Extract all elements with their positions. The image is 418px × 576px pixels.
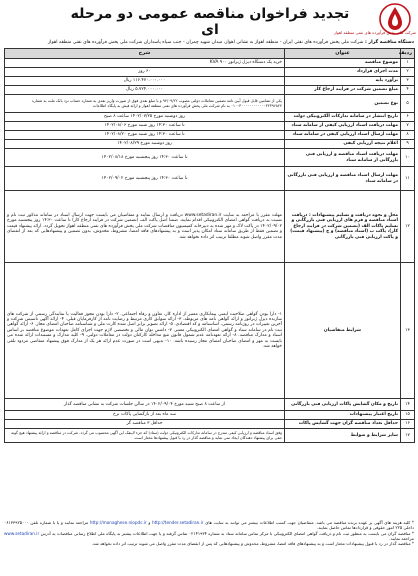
row-number: ۱۳ bbox=[401, 263, 415, 399]
header-title: عنوان bbox=[285, 49, 401, 59]
row-number: ۱ bbox=[401, 59, 415, 68]
table-row bbox=[5, 140, 415, 149]
table-row bbox=[5, 59, 415, 68]
row-description: مهلت مقرر با مراجعه به سایت www.setadiran.ir دریافت و ارسال نمایند و متقاضیان می بایست جهت ارسال اسناد در سامانه مذکور ثبت نام و نسبت به دریافت گواهی امضای الکترونیکی اقدام نمایند. ضمنا اصل پاکت الف (تضمین شرکت در فرایند ارجاع کار) تا ساعت ۱۴:۳۰ روز پنجشنبه مورخ ۱۴۰۲/۰۹/۰۲ در پاکت لاک و مهر شده به دبیرخانه کمیسیون مناقصات شرکت ملی پخش فرآورده های نفتی منطقه اهواز تحویل گردد. ارائه پیشنهاد قیمت و تضمین فقط از طریق سامانه ستاد امکان پذیر است و به پیشنهادهای فاقد امضا، مشروط، مخدوش، بدون تضمین و پیشنهادهایی که بعد از انقضای مدت مقرر واصل شوند مطلقا ترتیب اثر داده نخواهد شد. bbox=[7, 212, 282, 240]
row-title: موضوع مناقصه bbox=[285, 59, 401, 68]
table-row bbox=[5, 68, 415, 77]
row-number: ۱۵ bbox=[401, 411, 415, 420]
row-description: تا ساعت ۱۴:۳۰ روز پنجشنبه مورخ ۱۴۰۲/۰۹/۰۲ bbox=[5, 167, 285, 191]
row-number: ۱۴ bbox=[401, 399, 415, 411]
notice-footer bbox=[4, 520, 414, 574]
row-number: ۱۶ bbox=[401, 420, 415, 429]
row-title: مهلت دریافت اسناد ارزیابی کیفی از سامانه ستاد bbox=[285, 122, 401, 131]
row-title: شرایط متقاضیان bbox=[285, 263, 401, 399]
row-title: محل و نحوه دریافت و تسلیم پیشنهادات : دریافت اسناد مناقصه و فرم های ارزیابی فنی بازرگانی و تسلیم پاکات الف (تضمین شرکت در فرایند ارجاع کار)، پاکت ب (اسناد مناقصه) و ج (پیشنهاد قیمت) و پاکت ارزیابی فنی بازرگانی bbox=[285, 191, 401, 263]
row-title: نوع تضمین bbox=[285, 95, 401, 113]
table-row bbox=[5, 113, 415, 122]
row-description: یکی از تضامین قابل قبول آیین نامه تضمین معاملات دولتی مصوب ۹۴/۰۹/۲۲ و یا مبلغ نقدی فوق از صورت واریز نقدی به شماره حساب نزد بانک ملت به شماره ۰۱۰۰۳۰۰۰۰۰۰۰۰۰۰۰۰۳۲۳۹۶۸۲۴ به نام شرکت ملی پخش فرآورده های نفتی منطقه اهواز و ارائه فیش به پایگاه اطلاعات bbox=[5, 95, 285, 113]
row-number: ۱۰ bbox=[401, 149, 415, 167]
row-description: سه ماه بعد از بازگشایی پاکات نرخ bbox=[5, 411, 285, 420]
footer-text: * مناقصه گران می بایست به منظور ثبت نام و دریافت گواهی امضای الکترونیکی با مرکز تماس سامانه ستاد به شماره ۰۲۱۴۱۹۳۴ تماس گرفته و یا جهت اطلاعات بیشتر به پایگاه ملی اطلاع رسانی مناقصات به آدرس bbox=[40, 530, 414, 536]
table-row bbox=[5, 86, 415, 95]
row-number: ۱۲ bbox=[401, 191, 415, 263]
row-title: اعلام نتیجه ارزیابی کیفی bbox=[285, 140, 401, 149]
row-title: سایر شرایط و ضوابط bbox=[285, 429, 401, 443]
row-description: تا ساعت ۱۴:۳۰ روز پنجشنبه مورخ ۱۴۰۲/۰۸/۱۸ bbox=[5, 149, 285, 167]
footer-paragraph bbox=[4, 531, 414, 542]
footer-paragraph: * مناقصه گذار در رد یا قبول پیشنهادات مختار است و به پیشنهادهای فاقد امضا، مشروط، مخدوش و پیشنهادهایی که پس از انقضای مدت مقرر واصل می شوند ترتیب اثر داده نخواهد شد. bbox=[91, 541, 414, 547]
footer-text: و bbox=[148, 520, 151, 525]
row-title: تاریخ و مکان گشایش پاکات ارزیابی فنی بازرگانی bbox=[285, 399, 401, 411]
monaghese-site-link[interactable]: http://monaghese.niopdc.ir bbox=[89, 520, 147, 525]
header-row-number: ردیف bbox=[401, 49, 415, 59]
logo-caption: شرکت ملی پخش فرآورده های نفتی منطقه اهواز bbox=[333, 30, 416, 35]
tenderer-label: دستگاه مناقصه گزار : bbox=[364, 40, 414, 45]
table-row bbox=[5, 149, 415, 167]
row-number: ۹ bbox=[401, 140, 415, 149]
row-number: ۱۱ bbox=[401, 167, 415, 191]
tenderer-text: شرکت ملی پخش فرآورده های نفتی ایران - منطقه اهواز به نشانی اهواز، میدان شهید چمران - جنب سپاه پاسداران شرکت ملی پخش فرآورده های نفتی منطقه اهواز bbox=[47, 40, 364, 45]
row-description: از ساعت ۸ صبح شنبه مورخ ۱۴۰۲/۰۹/۰۴ در سالن جلسات شرکت به نشانی مناقصه گذار bbox=[5, 399, 285, 411]
row-number: ۸ bbox=[401, 131, 415, 140]
row-number: ۶ bbox=[401, 113, 415, 122]
row-title: مدت اجرای قرارداد bbox=[285, 68, 401, 77]
setadiran-site-link[interactable]: www.setadiran.ir bbox=[4, 530, 40, 536]
row-number: ۲ bbox=[401, 68, 415, 77]
table-row bbox=[5, 77, 415, 86]
tender-table bbox=[4, 48, 415, 443]
table-row bbox=[5, 411, 415, 420]
footer-text: مراجعه نمایند و یا با شماره تلفن ۰۶۱۳۳۹۲۵۰۰۰ داخلی ۲۲۵ امور حقوقی و قراردادها تماس حاصل نمایند. bbox=[4, 520, 414, 531]
row-title: تاریخ اعتبار پیشنهادات bbox=[285, 411, 401, 420]
table-row bbox=[5, 399, 415, 411]
row-number: ۷ bbox=[401, 122, 415, 131]
row-description: ۶۰ روز bbox=[5, 68, 285, 77]
tender-site-link[interactable]: http://tender.setadiran.ir bbox=[151, 520, 204, 525]
row-description: ۵.۷۲۴.۰۰۰.۰۰۰ ریال bbox=[5, 86, 285, 95]
table-row bbox=[5, 263, 415, 399]
row-title: مبلغ تضمین شرکت در فرایند ارجاع کار bbox=[285, 86, 401, 95]
row-title: برآورد پایه bbox=[285, 77, 401, 86]
row-title: مهلت ارسال اسناد مناقصه و ارزیابی فنی بازرگانی در سامانه ستاد bbox=[285, 167, 401, 191]
row-title: تاریخ انتشار در سامانه تدارکات الکترونیکی دولت bbox=[285, 113, 401, 122]
notice-header bbox=[0, 0, 418, 38]
row-title: مهلت دریافت اسناد مناقصه و ارزیابی فنی بازرگانی از سامانه ستاد bbox=[285, 149, 401, 167]
table-row bbox=[5, 95, 415, 113]
row-description: خرید یک دستگاه دیزل ژنراتور KVA ۹۰۰ bbox=[5, 59, 285, 68]
row-title: مهلت ارسال اسناد ارزیابی کیفی در سامانه ستاد bbox=[285, 131, 401, 140]
row-number: ۱۷ bbox=[401, 429, 415, 443]
row-description: روز دوشنبه مورخ ۱۴۰۲/۰۷/۲۵ ساعت ۸ صبح bbox=[5, 113, 285, 122]
row-description: تا ساعت ۱۴:۳۰ روز شنبه مورخ ۱۴۰۲/۰۸/۰۶ bbox=[5, 122, 285, 131]
table-row bbox=[5, 191, 415, 263]
row-number: ۵ bbox=[401, 95, 415, 113]
row-number: ۴ bbox=[401, 86, 415, 95]
page-title: تجدید فراخوان مناقصه عمومی دو مرحله ای bbox=[70, 6, 350, 38]
tenderer-line bbox=[4, 38, 414, 47]
table-row bbox=[5, 420, 415, 429]
footer-text: مراجعه نمایند. bbox=[389, 535, 414, 541]
row-description: ۱۱۶.۴۷۰.۰۰۰.۰۰۰ ریال bbox=[5, 77, 285, 86]
row-number: ۳ bbox=[401, 77, 415, 86]
footer-text: * کلیه هزینه های آگهی بر عهده برنده مناقصه می باشد. متقاضیان جهت کسب اطلاعات بیشتر می توانند به سایت های bbox=[205, 520, 414, 525]
row-description: ۱- دارا بودن گواهی صلاحیت ایمنی پیمانکاری معتبر از اداره کار، تعاون و رفاه اجتماعی. ۲- دارا بودن مجوز فعالیت یا نمایندگی رسمی از شرکت های سازنده دیزل ژنراتور و ارائه گواهی نامه های مربوطه. ۳- ارائه سوابق کاری مرتبط و رضایت نامه از کارفرمایان قبلی. ۴- ارائه آگهی تاسیس شرکت و آخرین تغییرات در روزنامه رسمی، اساسنامه و کد اقتصادی. ۵- ارائه تصویر برابر اصل شده کارت ملی و شناسنامه صاحبان امضای مجاز. ۶- ارائه گواهی ثبت نام در سامانه ستاد و گواهی امضای الکترونیکی معتبر. ۷- داشتن توان مالی و تخصصی لازم جهت اجرای کامل تعهدات موضوع مناقصه بر اساس اسناد و مدارک مناقصه. ۸- ارائه تعهدنامه عدم شمول قانون منع مداخله کارکنان دولت در معاملات دولتی. ۹- کلیه مدارک و مستندات ارائه شده می بایست به مهر و امضای صاحبان امضای مجاز رسیده باشد. ۱۰- بدیهی است در صورت عدم ارائه هر یک از مدارک فوق پیشنهاد متقاضی مردود تلقی خواهد شد. bbox=[7, 311, 282, 350]
table-header-row bbox=[5, 49, 415, 59]
header-description: شرح bbox=[5, 49, 285, 59]
row-description: وفق اسناد مناقصه و ارزیابی کیفی مندرج در سامانه تدارکات الکترونیکی دولت (ستاد) که جزء لاینفک این آگهی محسوب می گردد. شرکت در مناقصه و ارائه پیشنهاد هیچ گونه حقی برای پیشنهاد دهندگان ایجاد نمی نماید و مناقصه گذار در رد یا قبول پیشنهادها مختار است. bbox=[5, 429, 285, 443]
row-description: روز دوشنبه مورخ ۱۴۰۲/۰۸/۲۹ bbox=[5, 140, 285, 149]
table-row bbox=[5, 131, 415, 140]
row-description: تا ساعت ۱۴:۳۰ روز شنبه مورخ ۱۴۰۲/۰۸/۲۰ bbox=[5, 131, 285, 140]
table-row bbox=[5, 122, 415, 131]
row-description: حداقل ۳ مناقصه گر bbox=[5, 420, 285, 429]
table-row bbox=[5, 429, 415, 443]
row-title: حداقل تعداد مناقصه گران جهت گشایش پاکات bbox=[285, 420, 401, 429]
footer-paragraph bbox=[4, 520, 414, 531]
table-row bbox=[5, 167, 415, 191]
